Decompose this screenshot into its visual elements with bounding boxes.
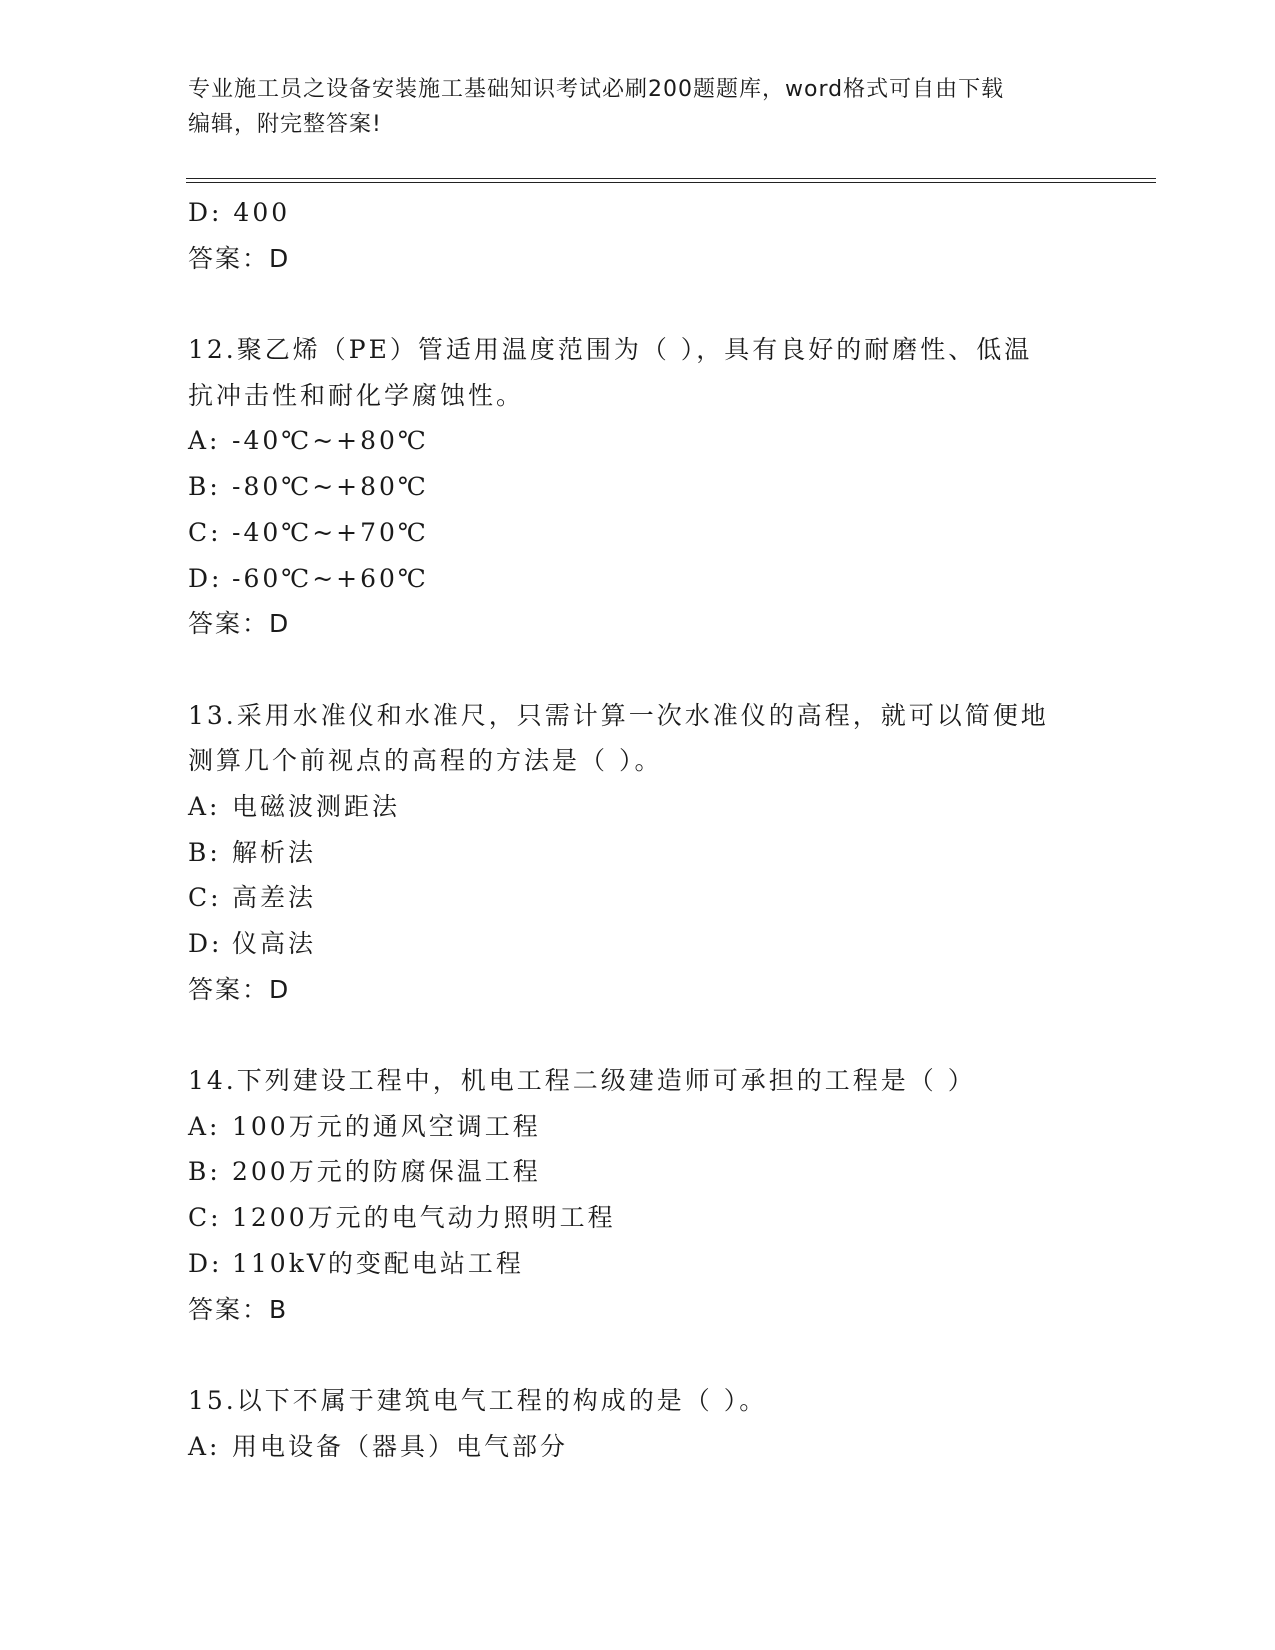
question-12 <box>188 327 1148 647</box>
answer: 答案：D <box>188 609 291 639</box>
header-rule-top <box>186 178 1156 179</box>
option-tag: D: <box>188 1248 223 1278</box>
option-text: -40℃~+80℃ <box>232 426 429 456</box>
option-tag: B: <box>188 472 221 502</box>
page-header <box>188 72 1088 142</box>
question-13 <box>188 693 1148 1013</box>
option-tag: D: <box>188 563 223 593</box>
option-tag: A: <box>188 1431 221 1461</box>
question-text: 13.采用水准仪和水准尺，只需计算一次水准仪的高程，就可以简便地 <box>188 700 1049 730</box>
option-a <box>188 418 1148 464</box>
question-text: 14.下列建设工程中，机电工程二级建造师可承担的工程是（ ） <box>188 1066 976 1096</box>
question-text: 12.聚乙烯（PE）管适用温度范围为（ ），具有良好的耐磨性、低温 <box>188 335 1033 365</box>
option-text: 高差法 <box>232 883 317 913</box>
option-text: -80℃~+80℃ <box>232 472 429 502</box>
spacer <box>188 1332 1148 1378</box>
option-text: -60℃~+60℃ <box>232 563 429 593</box>
option-tag: D: <box>188 929 223 958</box>
spacer <box>188 1012 1148 1058</box>
answer: 答案：B <box>188 1294 289 1324</box>
option-tag: A: <box>188 426 221 456</box>
option-tag: C: <box>188 883 222 913</box>
spacer <box>188 647 1148 693</box>
option-text: 用电设备（器具）电气部分 <box>232 1431 569 1461</box>
option-b <box>188 464 1148 510</box>
option-b <box>188 1149 1148 1195</box>
option-text: 1200万元的电气动力照明工程 <box>232 1203 616 1233</box>
option-tag: A: <box>188 1111 221 1141</box>
option-c <box>188 875 1148 921</box>
option-tag: B: <box>188 837 221 867</box>
option-d <box>188 921 1148 967</box>
answer: 答案：D <box>188 243 291 273</box>
option-text: 100万元的通风空调工程 <box>232 1111 541 1141</box>
option-d <box>188 1241 1148 1287</box>
option-a <box>188 1424 1148 1470</box>
option-c <box>188 1195 1148 1241</box>
option-text: -40℃~+70℃ <box>232 517 429 547</box>
option-d <box>188 556 1148 602</box>
answer: 答案：D <box>188 974 291 1004</box>
option-tag: B: <box>188 1157 221 1187</box>
option-text: 电磁波测距法 <box>232 791 401 821</box>
option-a <box>188 1104 1148 1150</box>
header-rule-bottom <box>186 182 1156 183</box>
question-text: 测算几个前视点的高程的方法是（ ）。 <box>188 746 663 776</box>
option-tag: A: <box>188 791 221 821</box>
header-line-2: 编辑，附完整答案! <box>188 112 382 137</box>
option-tag: C: <box>188 517 222 547</box>
question-15 <box>188 1378 1148 1469</box>
option-c <box>188 510 1148 556</box>
option-text: 仪高法 <box>232 929 317 958</box>
option-text: 解析法 <box>232 837 317 867</box>
header-line-1: 专业施工员之设备安装施工基础知识考试必刷200题题库，word格式可自由下载 <box>188 77 1005 102</box>
option-b <box>188 830 1148 876</box>
question-list <box>188 190 1148 1469</box>
spacer <box>188 281 1148 327</box>
question-text: 15.以下不属于建筑电气工程的构成的是（ ）。 <box>188 1385 768 1415</box>
option-text: 110kV的变配电站工程 <box>232 1248 524 1278</box>
question-14 <box>188 1058 1148 1332</box>
option-d: D: 400 <box>188 198 291 227</box>
question-text: 抗冲击性和耐化学腐蚀性。 <box>188 380 525 410</box>
option-a <box>188 784 1148 830</box>
option-tag: C: <box>188 1203 222 1233</box>
option-text: 200万元的防腐保温工程 <box>232 1157 541 1187</box>
